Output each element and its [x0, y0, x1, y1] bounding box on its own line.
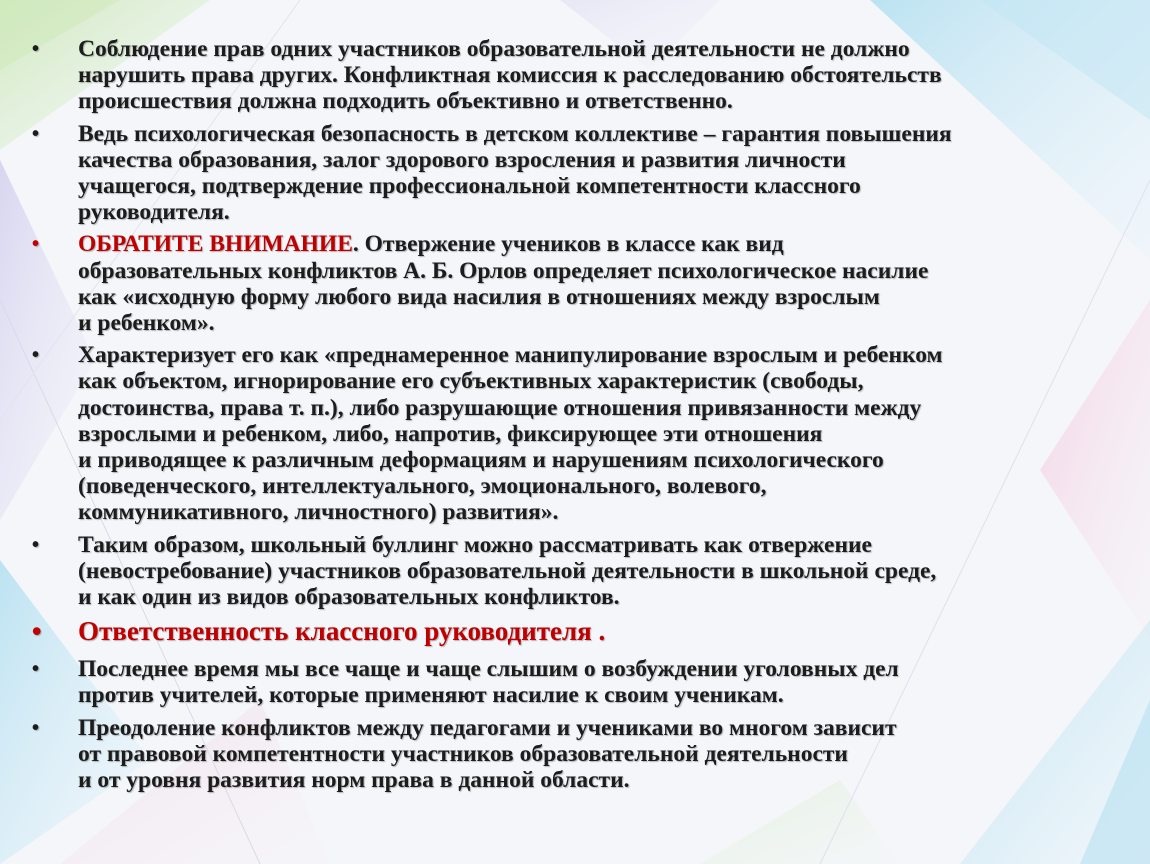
bullet-marker: •	[32, 658, 40, 681]
bullet-marker: •	[32, 344, 40, 367]
bullet-item	[30, 656, 1105, 708]
bullet-text	[78, 532, 1105, 611]
text-line: Ведь психологическая безопасность в детском коллективе – гарантия повышения	[78, 120, 952, 147]
text-line: и приводящее к различным деформациям и нарушениям психологического	[78, 447, 884, 474]
text-line: достоинства, права т. п.), либо разрушающие отношения привязанности между	[78, 394, 922, 421]
bullet-text	[78, 36, 1105, 115]
text-line: образовательных конфликтов А. Б. Орлов определяет психологическое насилие	[78, 257, 929, 284]
bullet-item-headline	[30, 616, 1105, 646]
bullet-marker: •	[32, 233, 40, 256]
text-line: происшествия должна подходить объективно и ответственно.	[78, 88, 733, 115]
bullet-text	[78, 656, 1105, 708]
text-line: (невостребование) участников образовательной деятельности в школьной среде,	[78, 557, 937, 584]
text-line: учащегося, подтверждение профессиональной компетентности классного	[78, 173, 861, 200]
bullet-item	[30, 36, 1105, 115]
text-line: как «исходную форму любого вида насилия в отношениях между взрослым	[78, 283, 880, 310]
text-line: и ребенком».	[78, 310, 215, 337]
text-line: коммуникативного, личностного) развития».	[78, 499, 559, 526]
section-headline: Ответственность классного руководителя .	[78, 616, 606, 647]
text-line: качества образования, залог здорового взросления и развития личности	[78, 146, 846, 173]
text-line: (поведенческого, интеллектуального, эмоционального, волевого,	[78, 473, 767, 500]
bullet-marker: •	[32, 616, 42, 647]
text-line: взрослыми и ребенком, либо, напротив, фиксирующее эти отношения	[78, 420, 823, 447]
bullet-marker: •	[32, 716, 40, 739]
text-line: Таким образом, школьный буллинг можно рассматривать как отвержение	[78, 531, 872, 558]
bullet-item	[30, 715, 1105, 794]
bullet-text	[78, 231, 1105, 336]
text-line: руководителя.	[78, 199, 230, 226]
slide-content	[30, 36, 1105, 799]
bullet-marker: •	[32, 122, 40, 145]
text-line: нарушить права других. Конфликтная комиссия к расследованию обстоятельств	[78, 62, 942, 89]
bullet-item	[30, 342, 1105, 525]
text-line: против учителей, которые применяют насилие к своим ученикам.	[78, 682, 784, 709]
bullet-item	[30, 532, 1105, 611]
text-line: от правовой компетентности участников образовательной деятельности	[78, 740, 848, 767]
text-line: и от уровня развития норм права в данной области.	[78, 767, 630, 794]
attention-label: ОБРАТИТЕ ВНИМАНИЕ	[78, 231, 353, 258]
text-line: Соблюдение прав одних участников образовательной деятельности не должно	[78, 36, 910, 62]
bullet-item-attention	[30, 231, 1105, 336]
bullet-text	[78, 715, 1105, 794]
bullet-text	[78, 121, 1105, 226]
text-line: как объектом, игнорирование его субъективных характеристик (свободы,	[78, 368, 864, 395]
text-line: Последнее время мы все чаще и чаще слышим о возбуждении уголовных дел	[78, 656, 899, 683]
attention-continuation: . Отвержение учеников в классе как вид	[352, 231, 784, 258]
text-line	[78, 231, 1105, 257]
text-line: и как один из видов образовательных конфликтов.	[78, 584, 620, 611]
bullet-item	[30, 121, 1105, 226]
text-line: Характеризует его как «преднамеренное манипулирование взрослым и ребенком	[78, 342, 943, 369]
bullet-marker: •	[32, 38, 40, 60]
bullet-text	[78, 342, 1105, 525]
bullet-marker: •	[32, 533, 40, 556]
text-line: Преодоление конфликтов между педагогами и учениками во многом зависит	[78, 714, 897, 741]
